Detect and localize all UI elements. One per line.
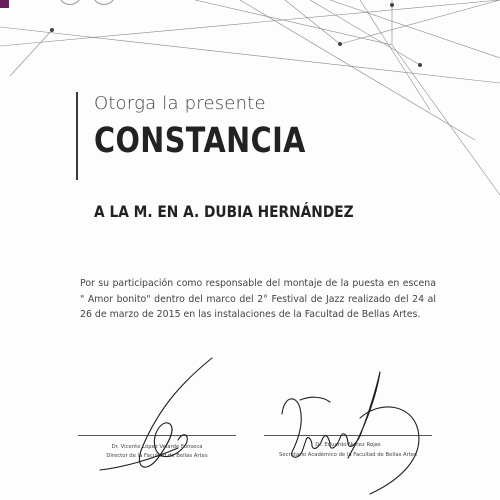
deco-line (10, 30, 52, 76)
signatory-role: Director de la Facultad de Bellas Artes (106, 453, 208, 459)
vertical-accent-bar (76, 92, 78, 180)
deco-line (360, 0, 430, 110)
deco-line (240, 0, 475, 140)
intro-text: Otorga la presente (94, 93, 266, 114)
deco-line (195, 0, 392, 45)
deco-line (330, 0, 500, 58)
deco-line (340, 0, 500, 44)
deco-node (418, 63, 422, 67)
seal-icon (92, 0, 116, 5)
deco-line (310, 0, 420, 65)
deco-node (338, 42, 342, 46)
deco-line (392, 45, 500, 195)
certificate-title: CONSTANCIA (94, 121, 306, 161)
deco-node (50, 28, 54, 32)
seal-icon (58, 0, 82, 5)
signature-icon (282, 372, 419, 494)
deco-line (0, 27, 500, 83)
deco-line (0, 0, 500, 46)
deco-line (285, 0, 340, 44)
accent-bar (0, 0, 9, 8)
signatory-role: Secretario Académico de la Facultad de Bellas Artes (279, 452, 417, 458)
signature-line (78, 435, 236, 436)
certificate-body: Por su participación como responsable del montaje de la puesta en escena " Amor bonito" dentro del marco del 2° Festival de Jazz realizado del 24 al 26 de marzo de 2015 en las instalaciones de la Facultad de Bellas Artes. (80, 278, 436, 320)
recipient-name: A LA M. EN A. DUBIA HERNÁNDEZ (94, 202, 354, 221)
deco-node (390, 3, 394, 7)
signatory-name: Dr. Eduardo Núñez Rojas (315, 442, 381, 448)
signatory-name: Dr. Vicente López Velarde Fonseca (111, 444, 203, 450)
signature-line (264, 435, 432, 436)
